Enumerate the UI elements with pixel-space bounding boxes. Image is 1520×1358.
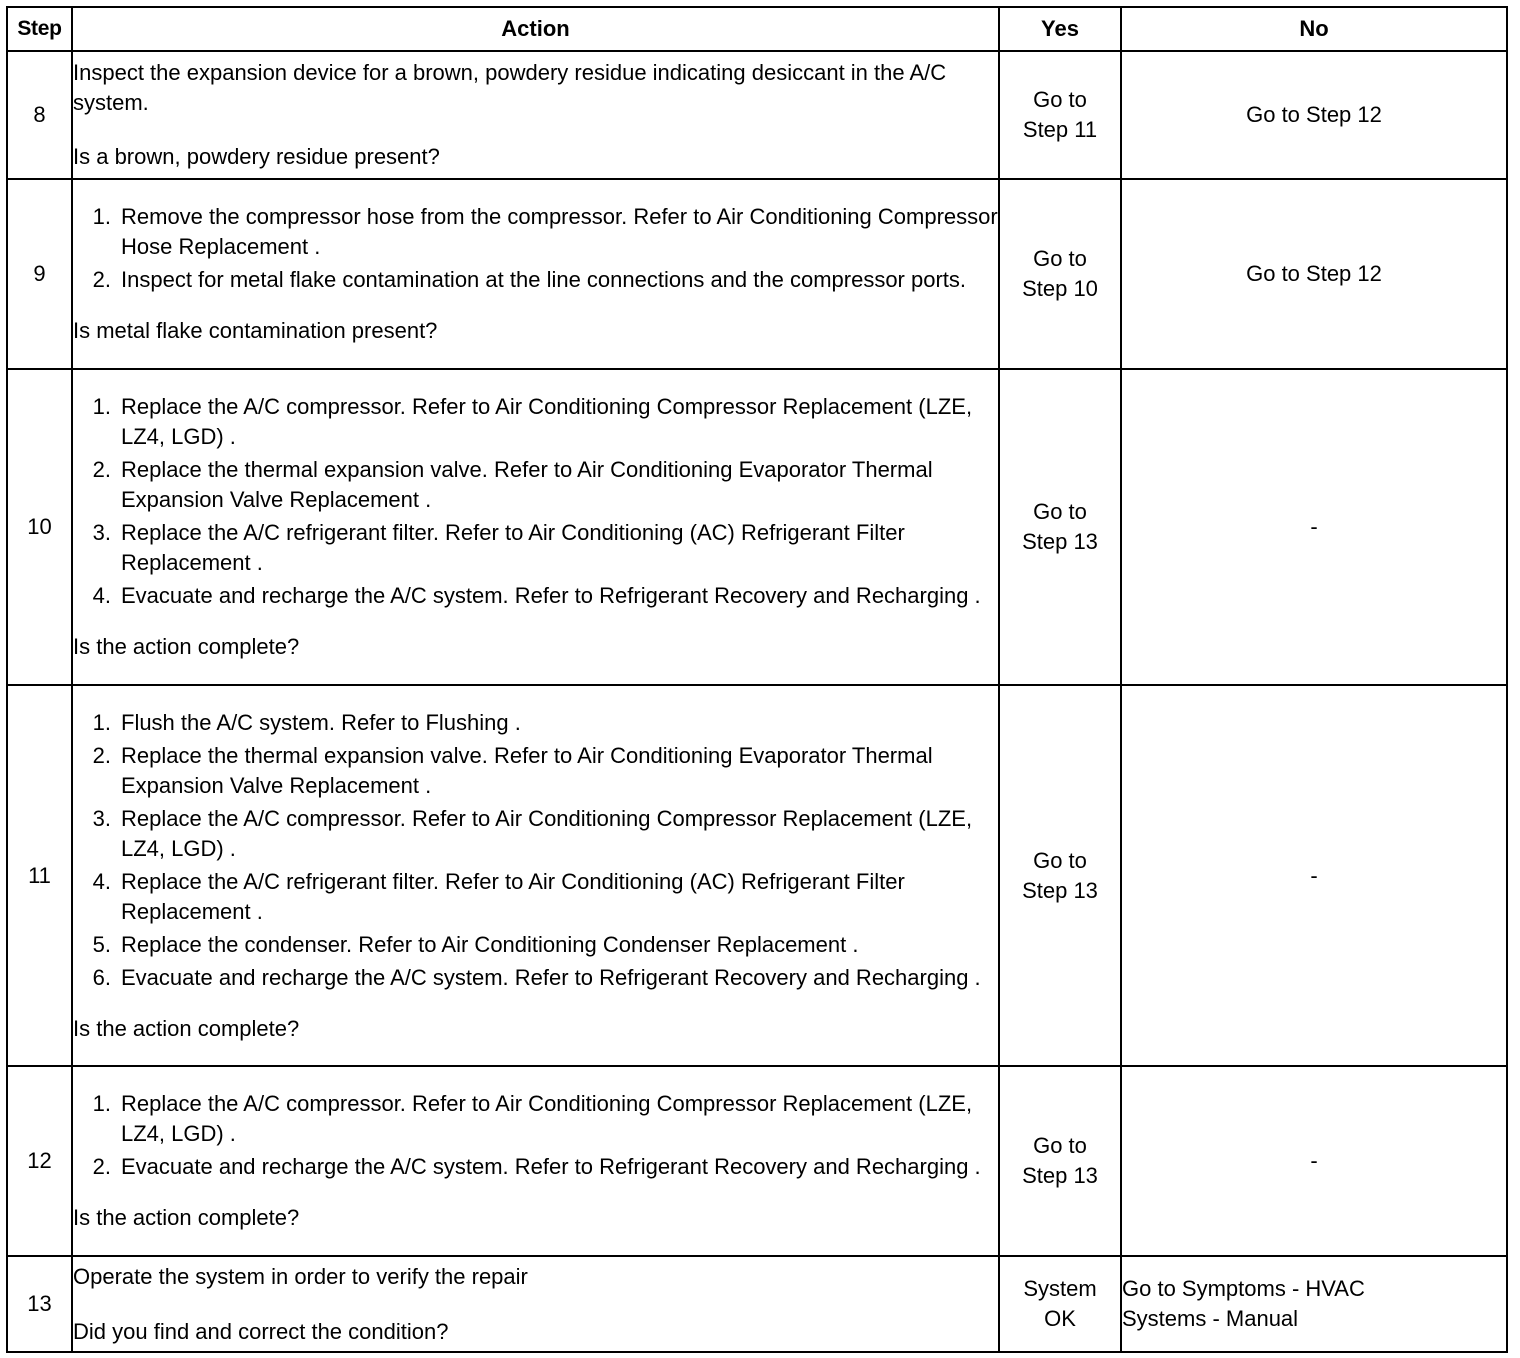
list-item xyxy=(73,455,998,515)
diagnostic-table xyxy=(6,6,1508,1353)
list-item xyxy=(73,581,998,611)
no-cell xyxy=(1121,685,1507,1066)
table-row xyxy=(7,685,1507,1066)
list-item-number: 6. xyxy=(92,964,111,990)
list-item-number: 1. xyxy=(92,1091,111,1116)
step-number: 13 xyxy=(7,1256,72,1352)
header-no: No xyxy=(1121,7,1507,51)
action-steps-list xyxy=(73,1089,998,1182)
list-item-text: Replace the A/C compressor. Refer to Air Conditioning Compressor Replacement (LZE, LZ4, LGD) . xyxy=(121,1091,973,1146)
yes-line: Step 13 xyxy=(1022,1163,1098,1188)
list-item xyxy=(73,804,998,864)
header-row xyxy=(7,7,1507,51)
question-text: Is metal flake contamination present? xyxy=(73,318,438,343)
list-item xyxy=(73,1152,998,1182)
no-cell xyxy=(1121,51,1507,179)
action-cell xyxy=(72,1066,999,1256)
list-item-text: Replace the thermal expansion valve. Refer to Air Conditioning Evaporator Thermal Expansion Valve Replacement . xyxy=(121,742,933,798)
list-item xyxy=(73,265,998,295)
action-cell xyxy=(72,1256,999,1352)
header-action: Action xyxy=(72,7,999,51)
action-steps-list xyxy=(73,708,998,993)
step-number: 10 xyxy=(7,369,72,685)
table-row xyxy=(7,369,1507,685)
list-item-number: 2. xyxy=(92,742,111,768)
action-cell xyxy=(72,51,999,179)
list-item-text: Evacuate and recharge the A/C system. Refer to Refrigerant Recovery and Recharging . xyxy=(121,1154,981,1179)
action-cell xyxy=(72,685,999,1066)
list-item-text: Replace the A/C compressor. Refer to Air Conditioning Compressor Replacement (LZE, LZ4, LGD) . xyxy=(121,805,973,861)
yes-cell xyxy=(999,369,1121,685)
yes-line: Step 11 xyxy=(1022,117,1098,142)
yes-line: Go to xyxy=(1033,499,1087,524)
step-number: 9 xyxy=(7,179,72,369)
list-item-text: Replace the A/C refrigerant filter. Refer to Air Conditioning (AC) Refrigerant Filter Replacement . xyxy=(121,520,905,575)
action-steps-list xyxy=(73,392,998,611)
no-line: Go to Step 12 xyxy=(1246,102,1382,127)
list-item-text: Replace the thermal expansion valve. Refer to Air Conditioning Evaporator Thermal Expansion Valve Replacement . xyxy=(121,457,933,512)
table-row xyxy=(7,51,1507,179)
step-number: 8 xyxy=(7,51,72,179)
yes-line: Step 13 xyxy=(1022,529,1098,554)
list-item xyxy=(73,867,998,927)
list-item-text: Remove the compressor hose from the compressor. Refer to Air Conditioning Compressor Hose Replacement . xyxy=(121,204,998,259)
no-line: Go to Symptoms - HVAC xyxy=(1122,1276,1365,1301)
table-row xyxy=(7,179,1507,369)
question-text: Is a brown, powdery residue present? xyxy=(73,144,440,169)
list-item xyxy=(73,1089,998,1149)
yes-cell xyxy=(999,1066,1121,1256)
list-item-number: 4. xyxy=(92,583,111,608)
question-text: Is the action complete? xyxy=(73,1205,300,1230)
no-line: - xyxy=(1310,514,1318,539)
no-cell xyxy=(1121,1256,1507,1352)
list-item-number: 1. xyxy=(92,204,111,229)
no-line: - xyxy=(1310,862,1318,888)
yes-line: Go to xyxy=(1033,246,1087,271)
table-row xyxy=(7,1256,1507,1352)
list-item-text: Evacuate and recharge the A/C system. Refer to Refrigerant Recovery and Recharging . xyxy=(121,583,981,608)
list-item-number: 2. xyxy=(92,457,111,482)
yes-cell xyxy=(999,51,1121,179)
list-item-number: 2. xyxy=(92,267,111,292)
list-item xyxy=(73,708,998,738)
list-item-text: Replace the A/C refrigerant filter. Refer to Air Conditioning (AC) Refrigerant Filter Replacement . xyxy=(121,868,905,924)
header-step: Step xyxy=(7,7,72,51)
no-cell xyxy=(1121,369,1507,685)
list-item-text: Inspect for metal flake contamination at the line connections and the compressor ports. xyxy=(121,267,967,292)
no-line: Systems - Manual xyxy=(1122,1306,1299,1331)
list-item-text: Flush the A/C system. Refer to Flushing . xyxy=(121,709,521,735)
action-steps-list xyxy=(73,202,998,295)
step-number: 11 xyxy=(7,685,72,1066)
yes-cell xyxy=(999,685,1121,1066)
step-number: 12 xyxy=(7,1066,72,1256)
yes-line: Go to xyxy=(1033,847,1087,873)
list-item-number: 1. xyxy=(92,709,111,735)
action-text: Operate the system in order to verify the repair xyxy=(73,1263,528,1289)
list-item-number: 1. xyxy=(92,394,111,419)
list-item-number: 3. xyxy=(92,805,111,831)
list-item-number: 3. xyxy=(92,520,111,545)
yes-cell xyxy=(999,179,1121,369)
yes-line: Go to xyxy=(1033,87,1087,112)
list-item xyxy=(73,930,998,960)
yes-line: OK xyxy=(1044,1306,1076,1331)
list-item-text: Evacuate and recharge the A/C system. Refer to Refrigerant Recovery and Recharging . xyxy=(121,964,981,990)
list-item xyxy=(73,963,998,993)
list-item-text: Replace the condenser. Refer to Air Conditioning Condenser Replacement . xyxy=(121,931,859,957)
no-line: - xyxy=(1310,1148,1318,1173)
yes-line: System xyxy=(1023,1276,1097,1301)
list-item xyxy=(73,202,998,262)
action-cell xyxy=(72,179,999,369)
list-item-number: 5. xyxy=(92,931,111,957)
yes-line: Step 13 xyxy=(1022,877,1098,903)
yes-cell xyxy=(999,1256,1121,1352)
header-yes: Yes xyxy=(999,7,1121,51)
list-item-text: Replace the A/C compressor. Refer to Air Conditioning Compressor Replacement (LZE, LZ4, LGD) . xyxy=(121,394,973,449)
question-text: Is the action complete? xyxy=(73,634,300,659)
yes-line: Go to xyxy=(1033,1133,1087,1158)
table-row xyxy=(7,1066,1507,1256)
no-cell xyxy=(1121,1066,1507,1256)
yes-line: Step 10 xyxy=(1022,276,1098,301)
question-text: Did you find and correct the condition? xyxy=(73,1318,449,1344)
no-cell xyxy=(1121,179,1507,369)
action-cell xyxy=(72,369,999,685)
no-line: Go to Step 12 xyxy=(1246,261,1382,286)
list-item-number: 2. xyxy=(92,1154,111,1179)
question-text: Is the action complete? xyxy=(73,1015,300,1041)
list-item xyxy=(73,518,998,578)
list-item xyxy=(73,741,998,801)
list-item-number: 4. xyxy=(92,868,111,894)
list-item xyxy=(73,392,998,452)
action-text: Inspect the expansion device for a brown, powdery residue indicating desiccant in the A/C system. xyxy=(73,60,947,115)
